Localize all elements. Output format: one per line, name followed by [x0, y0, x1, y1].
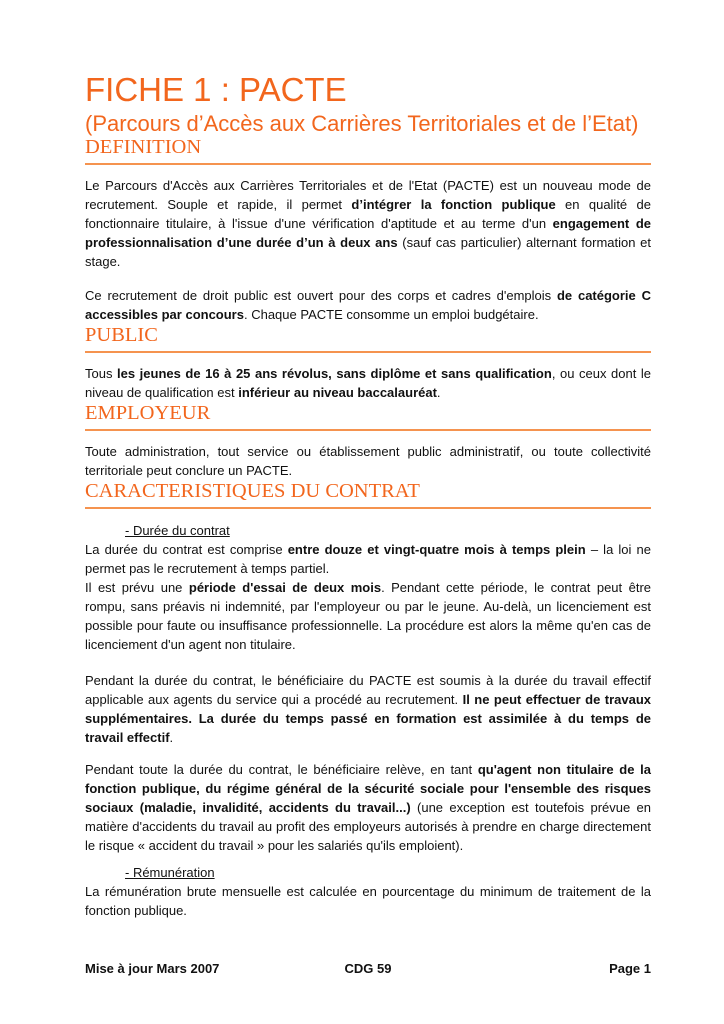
document-title: FICHE 1 : PACTE — [85, 71, 347, 108]
document-subtitle: (Parcours d’Accès aux Carrières Territoriales et de l’Etat) — [85, 111, 639, 136]
section-heading-public: PUBLIC — [85, 324, 651, 353]
remuneration-paragraph: La rémunération brute mensuelle est calculée en pourcentage du minimum de traitement de la fonction publique. — [85, 884, 651, 918]
public-paragraph: Tous les jeunes de 16 à 25 ans révolus, sans diplôme et sans qualification, ou ceux dont le niveau de qualification est inférieur au niveau baccalauréat. — [85, 366, 652, 400]
section-heading-employeur: EMPLOYEUR — [85, 402, 651, 431]
definition-paragraph-2: Ce recrutement de droit public est ouvert pour des corps et cadres d'emplois de catégorie C accessibles par concours. Chaque PACTE consomme un emploi budgétaire. — [85, 288, 651, 322]
travail-paragraph: Pendant la durée du contrat, le bénéficiaire du PACTE est soumis à la durée du travail effectif applicable aux agents du service qui a procédé au recrutement. Il ne peut effectuer de travaux supplémentaires. La durée du temps passé en formation est assimilée à du temps de travail effectif. — [85, 673, 651, 745]
employeur-paragraph: Toute administration, tout service ou établissement public administratif, ou toute collectivité territoriale peut conclure un PACTE. — [85, 444, 651, 478]
page-footer — [85, 961, 651, 977]
duree-paragraph-2: Il est prévu une période d'essai de deux mois. Pendant cette période, le contrat peut être rompu, sans préavis ni indemnité, par l'employeur ou par le jeune. Au-delà, un licenciement est possible pour faute ou insuffisance professionnelle. La procédure est alors la même qu'en cas de licenciement d'un agent non titulaire. — [85, 580, 652, 652]
section-heading-caracteristiques: CARACTERISTIQUES DU CONTRAT — [85, 480, 651, 509]
secu-paragraph: Pendant toute la durée du contrat, le bénéficiaire relève, en tant qu'agent non titulaire de la fonction publique, du régime général de la sécurité sociale pour l'ensemble des risques sociaux (maladie, invalidité, accidents du travail...) (une exception est toutefois prévue en matière d'accidents du travail au profit des employeurs autorisés à prendre en charge directement le risque « accident du travail » pour les salariés qu'ils emploient). — [85, 762, 652, 853]
subsection-label-remuneration-text: - Rémunération — [125, 865, 215, 880]
footer-organization: CDG 59 — [344, 961, 392, 976]
footer-updated-date: Mise à jour Mars 2007 — [85, 961, 220, 976]
subsection-label-remuneration — [85, 863, 651, 882]
subsection-label-duree — [85, 521, 651, 540]
definition-paragraph-1: Le Parcours d'Accès aux Carrières Territoriales et de l'Etat (PACTE) est un nouveau mode de recrutement. Souple et rapide, il permet d’intégrer la fonction publique en qualité de fonctionnaire titulaire, à l'issue d'une vérification d'aptitude et au terme d'un engagement de professionnalisation d’une durée d’un à deux ans (sauf cas particulier) alternant formation et stage. — [85, 178, 652, 269]
duree-paragraph-1: La durée du contrat est comprise entre douze et vingt-quatre mois à temps plein – la loi ne permet pas le recrutement à temps partiel. — [85, 542, 651, 576]
footer-page-number: Page 1 — [609, 961, 652, 976]
section-heading-definition: DEFINITION — [85, 136, 651, 165]
subsection-label-duree-text: - Durée du contrat — [125, 523, 230, 538]
